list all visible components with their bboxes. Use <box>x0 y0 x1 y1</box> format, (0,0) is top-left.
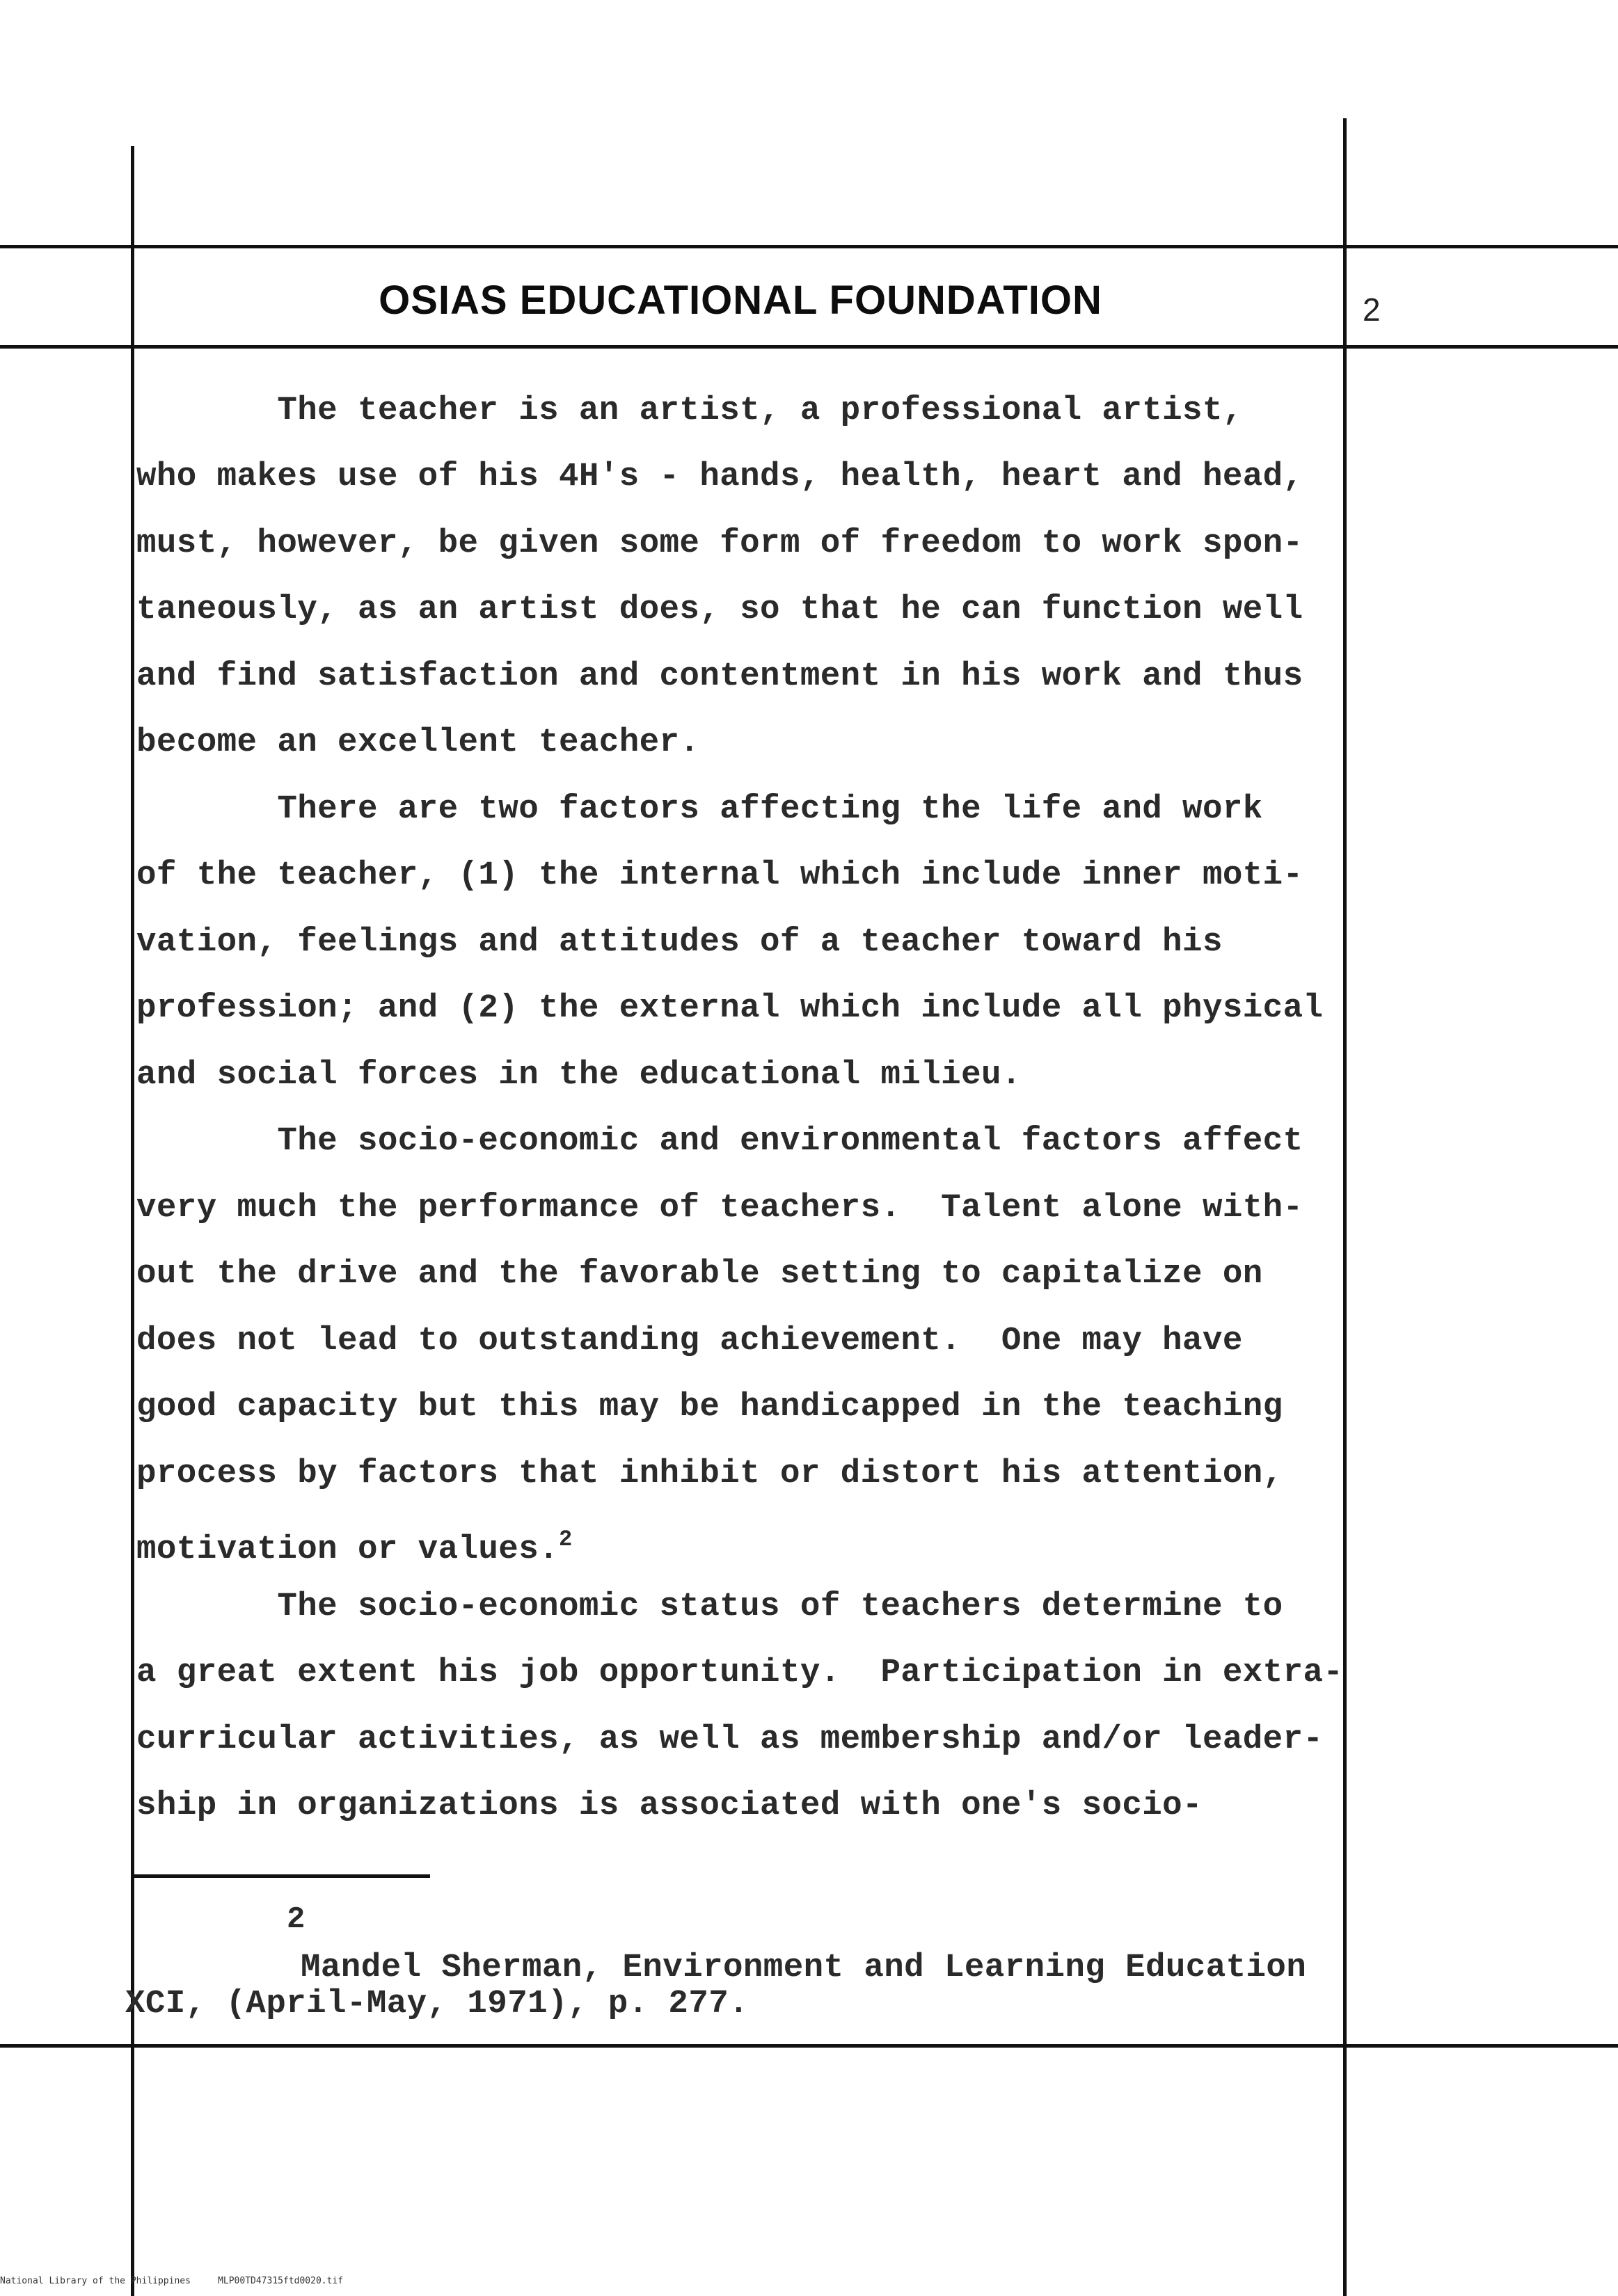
body-line: The teacher is an artist, a professional artist, <box>136 392 1243 429</box>
body-line: There are two factors affecting the life and work <box>136 790 1263 828</box>
body-line: vation, feelings and attitudes of a teacher toward his <box>136 923 1223 961</box>
frame-right-rule <box>1343 118 1347 2296</box>
body-line: process by factors that inhibit or distort his attention, <box>136 1455 1283 1492</box>
body-line: curricular activities, as well as membership and/or leader- <box>136 1721 1324 1758</box>
body-line: good capacity but this may be handicapped in the teaching <box>136 1388 1283 1426</box>
footnote-line: Mandel Sherman, Environment and Learning Education <box>301 1949 1307 1986</box>
body-line: taneously, as an artist does, so that he can function well <box>136 591 1303 628</box>
body-line: out the drive and the favorable setting to capitalize on <box>136 1255 1263 1293</box>
header-title: OSIAS EDUCATIONAL FOUNDATION <box>379 278 1102 323</box>
body-line: a great extent his job opportunity. Participation in extra- <box>136 1654 1344 1691</box>
header-bottom-rule <box>0 345 1618 349</box>
body-line: The socio-economic status of teachers determine to <box>136 1588 1283 1625</box>
body-line: and social forces in the educational milieu. <box>136 1056 1022 1094</box>
page-number: 2 <box>1363 292 1381 328</box>
frame-left-rule <box>131 146 134 2296</box>
footnote-line: XCI, (April-May, 1971), p. 277. <box>125 1985 749 2023</box>
footnote-rule <box>131 1874 430 1878</box>
scan-footer: National Library of the Philippines MLP00TD47315ftd0020.tif <box>0 2276 344 2286</box>
body-line: become an excellent teacher. <box>136 724 700 761</box>
body-line <box>136 1519 573 1570</box>
bottom-rule <box>0 2044 1618 2048</box>
body-line: of the teacher, (1) the internal which include inner moti- <box>136 856 1303 894</box>
body-line: must, however, be given some form of freedom to work spon- <box>136 525 1303 562</box>
body-line: profession; and (2) the external which include all physical <box>136 989 1324 1027</box>
body-line: and find satisfaction and contentment in his work and thus <box>136 657 1303 695</box>
footnote-reference: 2 <box>559 1526 573 1552</box>
footnote-number: 2 <box>287 1902 306 1937</box>
body-line: very much the performance of teachers. Talent alone with- <box>136 1189 1303 1227</box>
body-line: The socio-economic and environmental factors affect <box>136 1122 1303 1160</box>
body-line: ship in organizations is associated with one's socio- <box>136 1787 1203 1824</box>
header-top-rule <box>0 245 1618 248</box>
body-line: who makes use of his 4H's - hands, health, heart and head, <box>136 458 1303 495</box>
body-line-text: motivation or values. <box>136 1531 559 1568</box>
body-line: does not lead to outstanding achievement. One may have <box>136 1322 1243 1360</box>
